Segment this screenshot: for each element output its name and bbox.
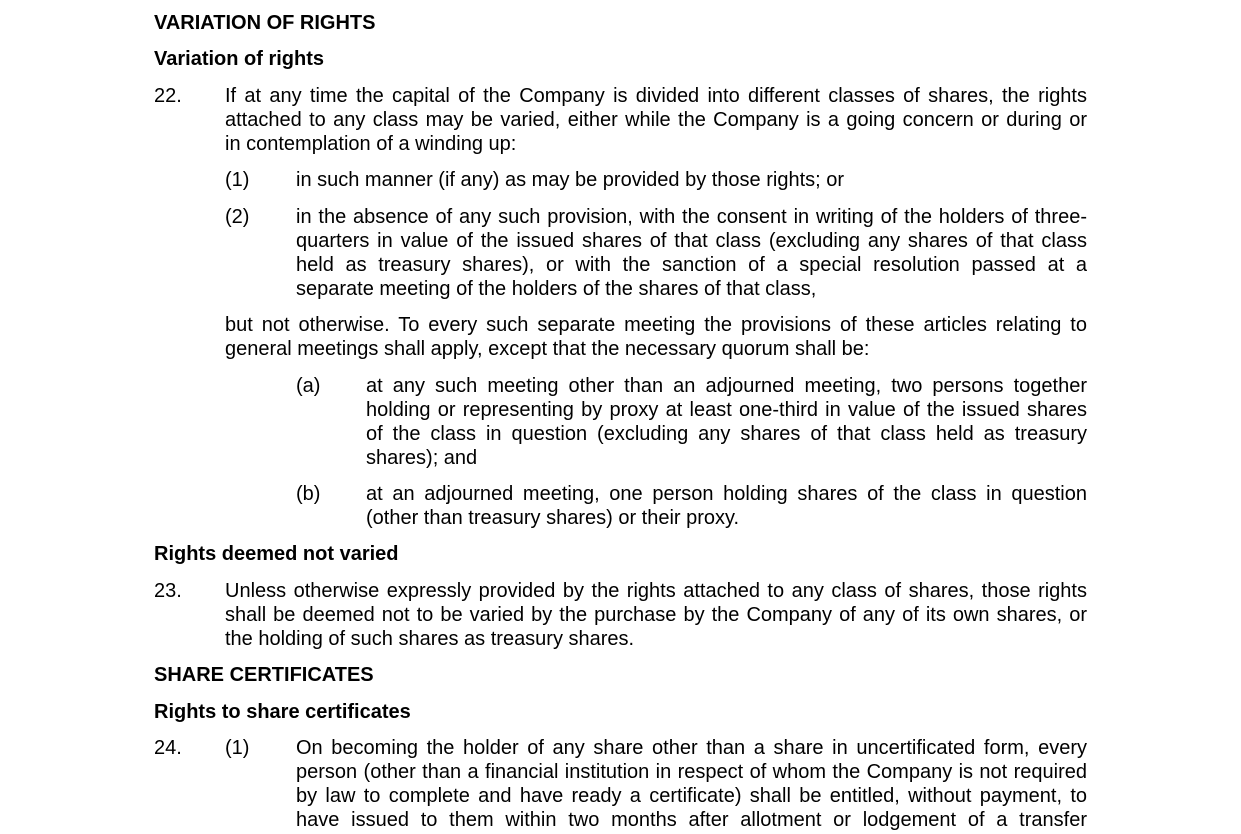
item-22-a-text — [366, 374, 1087, 470]
article-23-text — [225, 579, 1087, 651]
text-line: (other than treasury shares) or their proxy. — [366, 507, 740, 529]
text-line: person (other than a financial institution in respect of whom the Company is not required — [296, 761, 1087, 783]
subheading-variation: Variation of rights — [154, 48, 325, 70]
article-number-22: 22. — [154, 85, 182, 107]
text-line: have issued to them within two months after allotment or lodgement of a transfer — [296, 809, 1087, 831]
item-label-22-a: (a) — [296, 375, 321, 397]
text-line: held as treasury shares), or with the sanction of a special resolution passed at a — [296, 254, 1087, 276]
text-line: quarters in value of the issued shares of that class (excluding any shares of that class — [296, 230, 1087, 252]
text-line: general meetings shall apply, except that the necessary quorum shall be: — [225, 338, 870, 360]
text-line: Unless otherwise expressly provided by the rights attached to any class of shares, those rights — [225, 580, 1087, 602]
item-label-22-1: (1) — [225, 169, 250, 191]
section-heading-share-certificates: SHARE CERTIFICATES — [154, 664, 374, 686]
item-24-1-text — [296, 736, 1087, 832]
item-22-b-text — [366, 482, 1087, 530]
article-number-24: 24. — [154, 737, 182, 759]
item-22-1-text — [296, 168, 1087, 192]
text-line: in the absence of any such provision, with the consent in writing of the holders of three- — [296, 206, 1087, 228]
text-line: at any such meeting other than an adjourned meeting, two persons together — [366, 375, 1087, 397]
text-line: attached to any class may be varied, either while the Company is a going concern or during or — [225, 109, 1087, 131]
text-line: at an adjourned meeting, one person holding shares of the class in question — [366, 483, 1087, 505]
item-label-24-1: (1) — [225, 737, 250, 759]
subheading-rights-to-certificates: Rights to share certificates — [154, 701, 411, 723]
item-label-22-2: (2) — [225, 206, 250, 228]
text-line: holding or representing by proxy at least one-third in value of the issued shares — [366, 399, 1087, 421]
text-line: by law to complete and have ready a certificate) shall be entitled, without payment, to — [296, 785, 1087, 807]
text-line: On becoming the holder of any share other than a share in uncertificated form, every — [296, 737, 1087, 759]
text-line: in such manner (if any) as may be provided by those rights; or — [296, 169, 845, 191]
article-number-23: 23. — [154, 580, 182, 602]
article-22-text — [225, 84, 1087, 156]
text-line: in contemplation of a winding up: — [225, 133, 517, 155]
subheading-deemed-not-varied: Rights deemed not varied — [154, 543, 399, 565]
text-line: separate meeting of the holders of the shares of that class, — [296, 278, 817, 300]
item-22-2-text — [296, 205, 1087, 301]
text-line: the holding of such shares as treasury shares. — [225, 628, 635, 650]
text-line: shall be deemed not to be varied by the purchase by the Company of any of its own shares, or — [225, 604, 1087, 626]
text-line: shares); and — [366, 447, 478, 469]
section-heading-variation: VARIATION OF RIGHTS — [154, 12, 376, 34]
text-line: of the class in question (excluding any shares of that class held as treasury — [366, 423, 1087, 445]
text-line: If at any time the capital of the Company is divided into different classes of shares, the rights — [225, 85, 1087, 107]
article-22-continuation — [225, 313, 1087, 361]
text-line: but not otherwise. To every such separate meeting the provisions of these articles relating to — [225, 314, 1087, 336]
item-label-22-b: (b) — [296, 483, 321, 505]
